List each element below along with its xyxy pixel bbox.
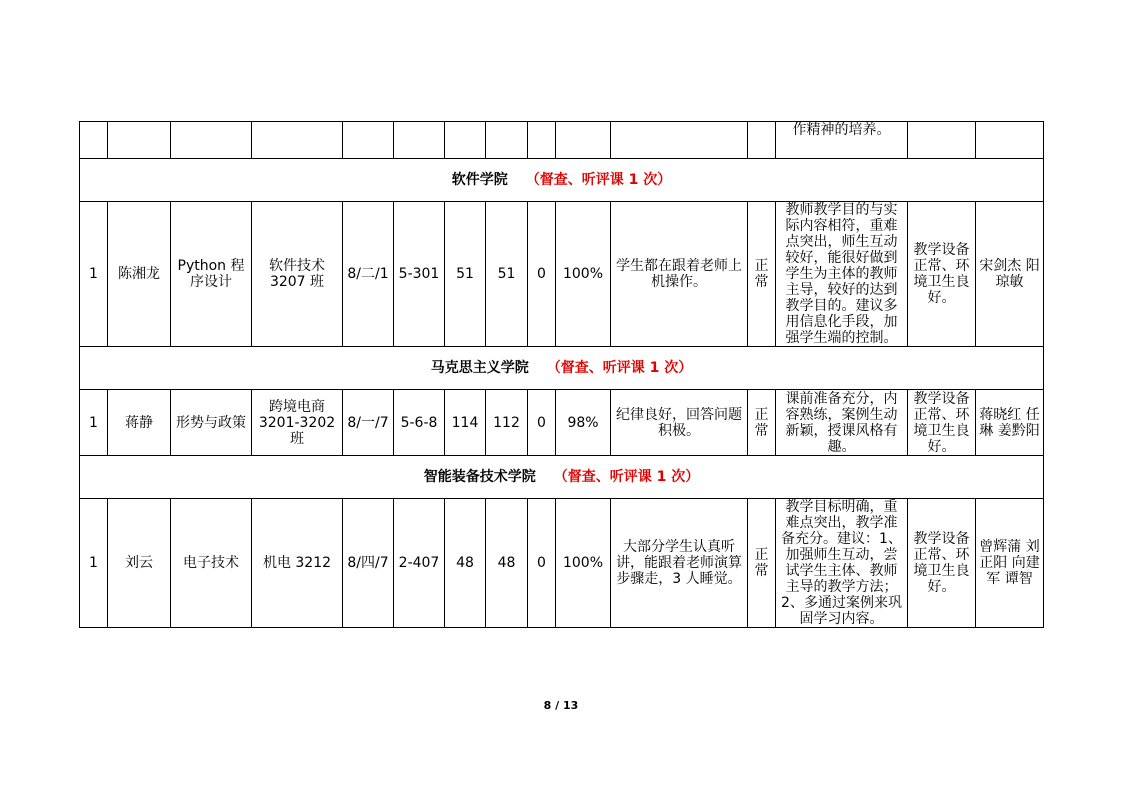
teacher-cell: 蒋静	[108, 390, 171, 456]
course-cell: 形势与政策	[171, 390, 252, 456]
absent-count-cell: 0	[528, 202, 556, 347]
date-cell: 8/一/7	[343, 390, 394, 456]
table-row	[80, 390, 1044, 456]
course-cell: Python 程序设计	[171, 202, 252, 347]
status-cell: 正常	[748, 499, 776, 628]
student-status-cell: 纪律良好，回答问题积极。	[611, 390, 748, 456]
absent-count-cell: 0	[528, 390, 556, 456]
attendance-rate-cell: 100%	[556, 202, 611, 347]
status-cell: 正常	[748, 202, 776, 347]
attendance-rate-cell: 100%	[556, 499, 611, 628]
student-status-cell: 大部分学生认真听讲，能跟着老师演算步骤走，3 人睡觉。	[611, 499, 748, 628]
expected-count-cell: 114	[445, 390, 486, 456]
page-number: 8 / 13	[543, 699, 579, 712]
inspection-table	[79, 121, 1044, 628]
room-cell: 2-407	[394, 499, 445, 628]
section-title: 马克思主义学院	[430, 360, 529, 376]
section-title: 智能装备技术学院	[423, 469, 536, 485]
row-number: 1	[80, 390, 108, 456]
absent-count-cell: 0	[528, 499, 556, 628]
section-header	[80, 456, 1044, 499]
attendance-rate-cell: 98%	[556, 390, 611, 456]
actual-count-cell: 48	[486, 499, 528, 628]
comment-cell: 作精神的培养。	[776, 122, 908, 159]
section-note: （督查、听评课 1 次）	[553, 469, 700, 485]
status-cell: 正常	[748, 390, 776, 456]
expected-count-cell: 48	[445, 499, 486, 628]
table-row	[80, 202, 1044, 347]
section-title: 软件学院	[451, 172, 508, 188]
class-cell: 跨境电商 3201-3202 班	[252, 390, 343, 456]
inspectors-cell: 宋剑杰 阳琼敏	[976, 202, 1044, 347]
section-header	[80, 347, 1044, 390]
date-cell: 8/二/1	[343, 202, 394, 347]
actual-count-cell: 51	[486, 202, 528, 347]
inspectors-cell: 曾辉蒲 刘正阳 向建军 谭智	[976, 499, 1044, 628]
table-row	[80, 122, 1044, 159]
row-number: 1	[80, 499, 108, 628]
comment-cell: 课前准备充分，内容熟练，案例生动新颖，授课风格有趣。	[776, 390, 908, 456]
comment-cell: 教学目标明确，重难点突出，教学准备充分。建议：1、加强师生互动，尝试学生主体、教师主导的教学方法；2、多通过案例来巩固学习内容。	[776, 499, 908, 628]
comment-cell: 教师教学目的与实际内容相符，重难点突出，师生互动较好，能很好做到学生为主体的教师主导，较好的达到教学目的。建议多用信息化手段，加强学生端的控制。	[776, 202, 908, 347]
course-cell: 电子技术	[171, 499, 252, 628]
class-cell: 机电 3212	[252, 499, 343, 628]
student-status-cell: 学生都在跟着老师上机操作。	[611, 202, 748, 347]
environment-cell: 教学设备正常、环境卫生良好。	[908, 390, 976, 456]
date-cell: 8/四/7	[343, 499, 394, 628]
room-cell: 5-6-8	[394, 390, 445, 456]
inspectors-cell: 蒋晓红 任琳 姜黔阳	[976, 390, 1044, 456]
room-cell: 5-301	[394, 202, 445, 347]
actual-count-cell: 112	[486, 390, 528, 456]
teacher-cell: 陈湘龙	[108, 202, 171, 347]
section-note: （督查、听评课 1 次）	[546, 360, 693, 376]
table-row	[80, 499, 1044, 628]
section-header	[80, 159, 1044, 202]
environment-cell: 教学设备正常、环境卫生良好。	[908, 202, 976, 347]
environment-cell: 教学设备正常、环境卫生良好。	[908, 499, 976, 628]
row-number: 1	[80, 202, 108, 347]
section-note: （督查、听评课 1 次）	[525, 172, 672, 188]
class-cell: 软件技术 3207 班	[252, 202, 343, 347]
teacher-cell: 刘云	[108, 499, 171, 628]
expected-count-cell: 51	[445, 202, 486, 347]
